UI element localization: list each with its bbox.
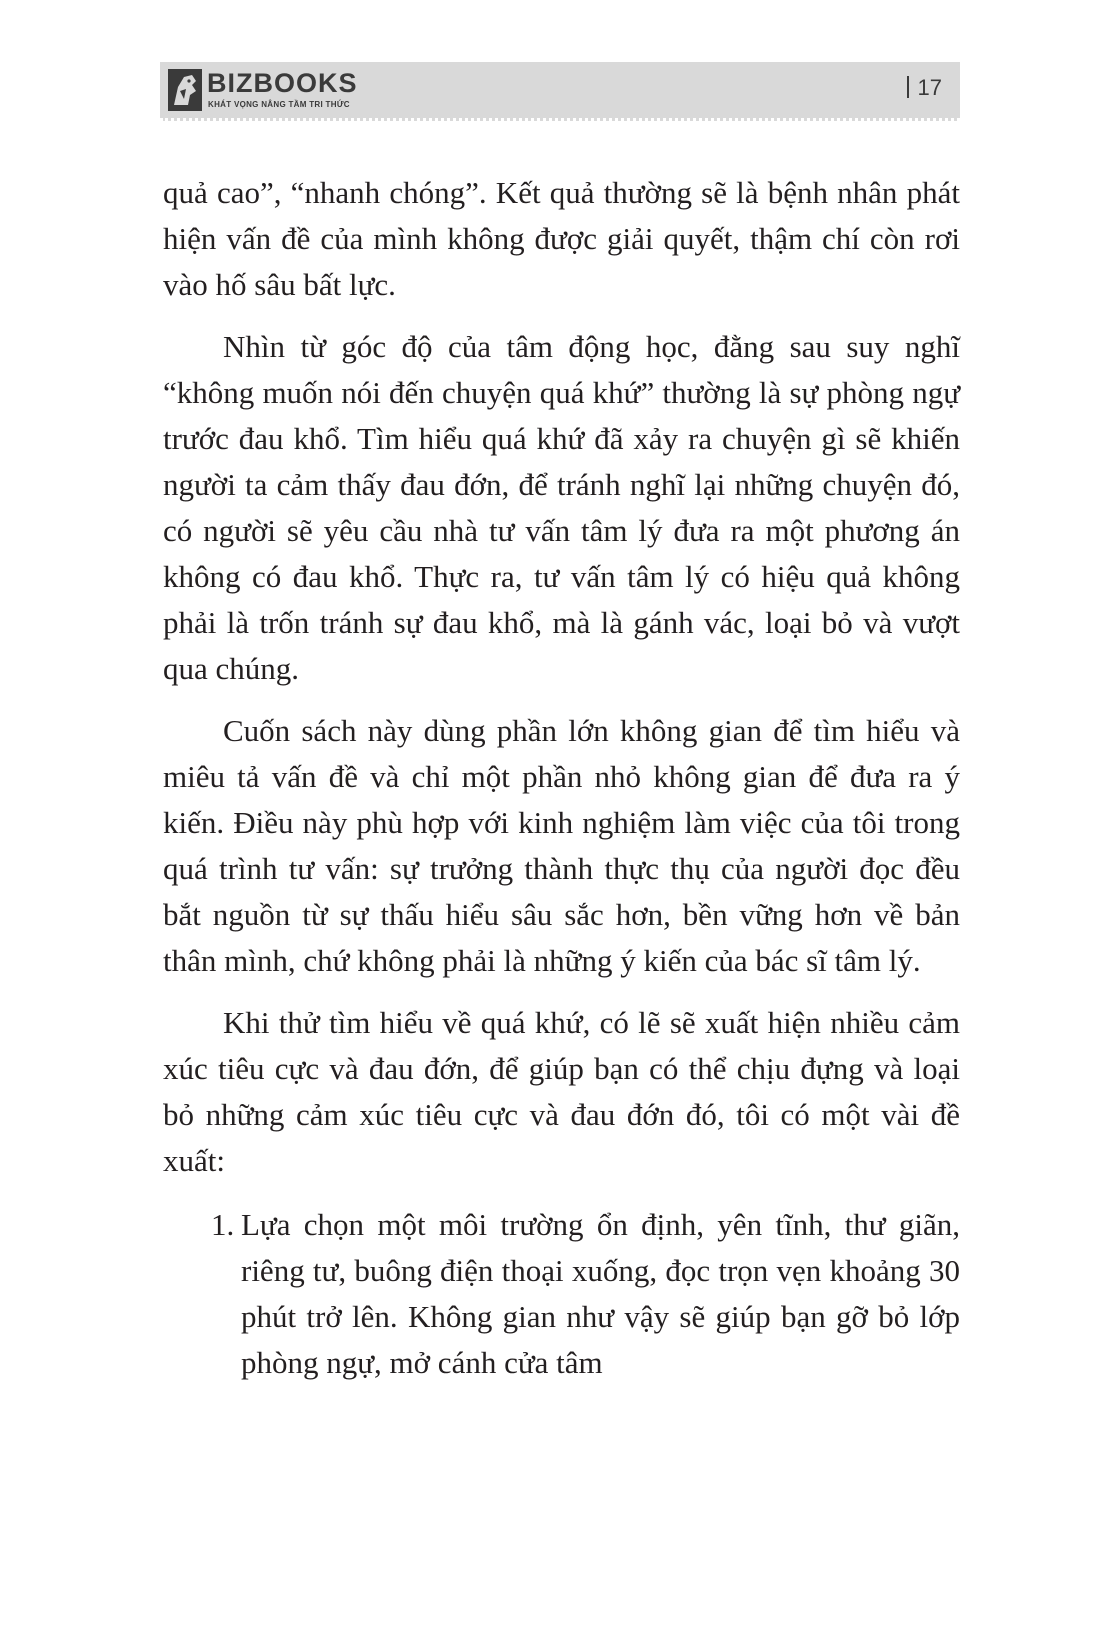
page-body (163, 170, 960, 1386)
list-item-number: 1. (211, 1207, 235, 1242)
page-number-divider (907, 76, 909, 98)
paragraph: Cuốn sách này dùng phần lớn không gian để tìm hiểu và miêu tả vấn đề và chỉ một phần nhỏ không gian để đưa ra ý kiến. Điều này phù hợp với kinh nghiệm làm việc của tôi trong quá trình tư vấn: sự trưởng thành thực thụ của người đọc đều bắt nguồn từ sự thấu hiểu sâu sắc hơn, bền vững hơn về bản thân mình, chứ không phải là những ý kiến của bác sĩ tâm lý. (163, 713, 960, 978)
list-item (163, 1202, 960, 1386)
bizbooks-logo-icon (168, 69, 202, 111)
paragraph: Khi thử tìm hiểu về quá khứ, có lẽ sẽ xuất hiện nhiều cảm xúc tiêu cực và đau đớn, để giúp bạn có thể chịu đựng và loại bỏ những cảm xúc tiêu cực và đau đớn đó, tôi có một vài đề xuất: (163, 1005, 960, 1178)
paragraph-continuation: quả cao”, “nhanh chóng”. Kết quả thường sẽ là bệnh nhân phát hiện vấn đề của mình không được giải quyết, thậm chí còn rơi vào hố sâu bất lực. (163, 175, 960, 302)
brand-tagline: KHÁT VỌNG NÂNG TẦM TRI THỨC (208, 100, 350, 109)
suggestion-list (163, 1202, 960, 1386)
list-item-text: Lựa chọn một môi trường ổn định, yên tĩnh, thư giãn, riêng tư, buông điện thoại xuống, đọc trọn vẹn khoảng 30 phút trở lên. Không gian như vậy sẽ giúp bạn gỡ bỏ lớp phòng ngự, mở cánh cửa tâm (241, 1207, 960, 1380)
paragraph: Nhìn từ góc độ của tâm động học, đằng sau suy nghĩ “không muốn nói đến chuyện quá khứ” thường là sự phòng ngự trước đau khổ. Tìm hiểu quá khứ đã xảy ra chuyện gì sẽ khiến người ta cảm thấy đau đớn, để tránh nghĩ lại những chuyện đó, có người sẽ yêu cầu nhà tư vấn tâm lý đưa ra một phương án không có đau khổ. Thực ra, tư vấn tâm lý có hiệu quả không phải là trốn tránh sự đau khổ, mà là gánh vác, loại bỏ và vượt qua chúng. (163, 329, 960, 686)
page-number (907, 75, 942, 101)
page-number-value: 17 (917, 75, 942, 100)
brand-name: BIZBOOKS (207, 68, 358, 98)
page-header (160, 62, 960, 121)
